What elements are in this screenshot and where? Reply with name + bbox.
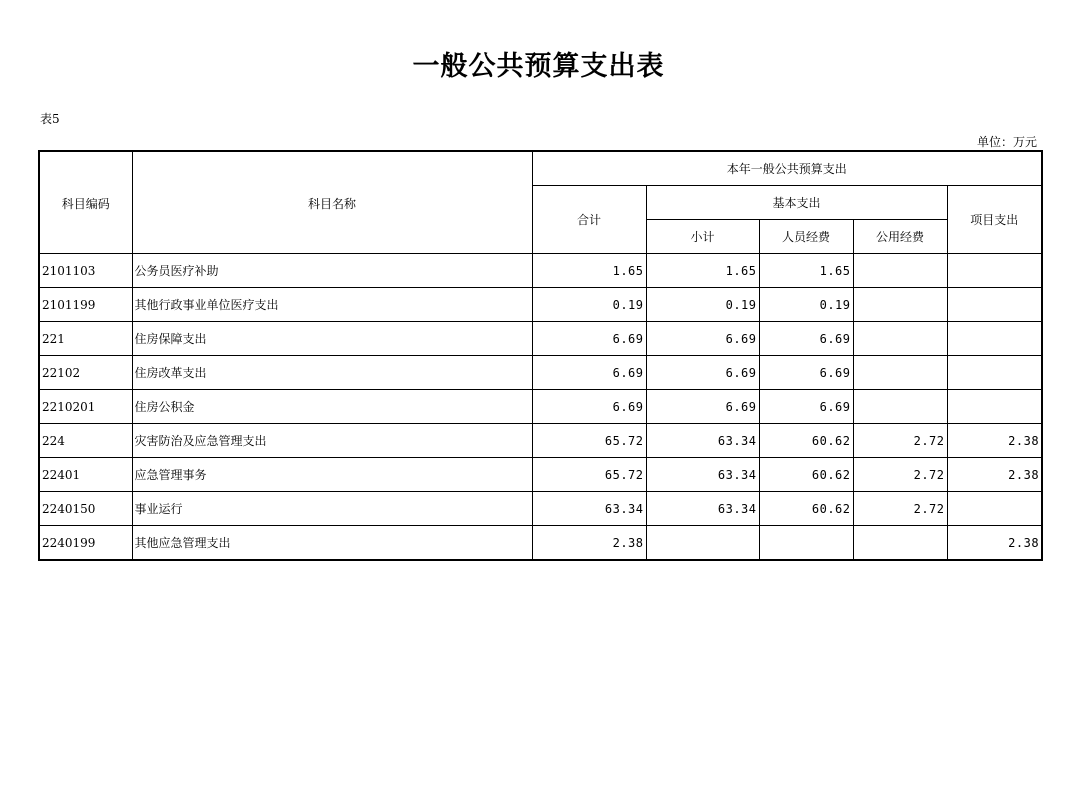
cell-name: 住房保障支出 — [132, 322, 532, 356]
cell-public — [853, 254, 947, 288]
cell-code: 2210201 — [39, 390, 132, 424]
cell-total: 6.69 — [532, 356, 646, 390]
cell-total: 63.34 — [532, 492, 646, 526]
cell-name: 住房改革支出 — [132, 356, 532, 390]
cell-subtotal: 6.69 — [646, 356, 759, 390]
cell-total: 1.65 — [532, 254, 646, 288]
cell-personnel: 0.19 — [759, 288, 853, 322]
unit-label: 单位：万元 — [976, 135, 1037, 149]
cell-total: 6.69 — [532, 322, 646, 356]
cell-project — [947, 288, 1042, 322]
cell-code: 22401 — [39, 458, 132, 492]
cell-project: 2.38 — [947, 424, 1042, 458]
cell-personnel: 60.62 — [759, 424, 853, 458]
cell-personnel: 60.62 — [759, 492, 853, 526]
cell-name: 公务员医疗补助 — [132, 254, 532, 288]
cell-total: 2.38 — [532, 526, 646, 561]
cell-personnel — [759, 526, 853, 561]
cell-name: 住房公积金 — [132, 390, 532, 424]
cell-code: 2101103 — [39, 254, 132, 288]
header-name: 科目名称 — [132, 151, 532, 254]
table-row — [39, 424, 1042, 458]
page-title: 一般公共预算支出表 — [412, 51, 665, 82]
cell-code: 22102 — [39, 356, 132, 390]
cell-project — [947, 356, 1042, 390]
cell-code: 2240199 — [39, 526, 132, 561]
cell-project — [947, 322, 1042, 356]
header-subtotal: 小计 — [646, 220, 759, 254]
header-code: 科目编码 — [39, 151, 132, 254]
cell-project — [947, 254, 1042, 288]
cell-public — [853, 322, 947, 356]
table-row — [39, 526, 1042, 561]
cell-public — [853, 390, 947, 424]
cell-subtotal: 6.69 — [646, 390, 759, 424]
cell-personnel: 6.69 — [759, 322, 853, 356]
table-number: 表5 — [40, 112, 60, 126]
budget-table — [38, 150, 1043, 561]
cell-public: 2.72 — [853, 492, 947, 526]
cell-name: 其他行政事业单位医疗支出 — [132, 288, 532, 322]
table-body — [39, 254, 1042, 561]
cell-subtotal: 63.34 — [646, 424, 759, 458]
header-public: 公用经费 — [853, 220, 947, 254]
cell-code: 224 — [39, 424, 132, 458]
cell-public: 2.72 — [853, 424, 947, 458]
cell-project — [947, 390, 1042, 424]
header-group-basic: 基本支出 — [646, 186, 947, 220]
cell-subtotal: 0.19 — [646, 288, 759, 322]
table-row — [39, 492, 1042, 526]
table-row — [39, 458, 1042, 492]
cell-personnel: 6.69 — [759, 356, 853, 390]
header-personnel: 人员经费 — [759, 220, 853, 254]
cell-public — [853, 288, 947, 322]
cell-public: 2.72 — [853, 458, 947, 492]
cell-personnel: 60.62 — [759, 458, 853, 492]
cell-code: 2240150 — [39, 492, 132, 526]
cell-total: 65.72 — [532, 424, 646, 458]
cell-project — [947, 492, 1042, 526]
table-row — [39, 356, 1042, 390]
cell-total: 6.69 — [532, 390, 646, 424]
cell-name: 事业运行 — [132, 492, 532, 526]
header-project: 项目支出 — [947, 186, 1042, 254]
cell-project: 2.38 — [947, 458, 1042, 492]
table-row — [39, 322, 1042, 356]
table-header — [39, 151, 1042, 254]
cell-subtotal: 63.34 — [646, 492, 759, 526]
cell-subtotal: 6.69 — [646, 322, 759, 356]
cell-subtotal — [646, 526, 759, 561]
cell-public — [853, 356, 947, 390]
table-row — [39, 288, 1042, 322]
cell-name: 应急管理事务 — [132, 458, 532, 492]
cell-total: 0.19 — [532, 288, 646, 322]
cell-subtotal: 63.34 — [646, 458, 759, 492]
table-row — [39, 390, 1042, 424]
cell-personnel: 1.65 — [759, 254, 853, 288]
cell-subtotal: 1.65 — [646, 254, 759, 288]
header-total: 合计 — [532, 186, 646, 254]
cell-project: 2.38 — [947, 526, 1042, 561]
cell-code: 2101199 — [39, 288, 132, 322]
header-group-main: 本年一般公共预算支出 — [532, 151, 1042, 186]
table-row — [39, 254, 1042, 288]
cell-name: 其他应急管理支出 — [132, 526, 532, 561]
cell-code: 221 — [39, 322, 132, 356]
cell-name: 灾害防治及应急管理支出 — [132, 424, 532, 458]
cell-total: 65.72 — [532, 458, 646, 492]
cell-personnel: 6.69 — [759, 390, 853, 424]
cell-public — [853, 526, 947, 561]
